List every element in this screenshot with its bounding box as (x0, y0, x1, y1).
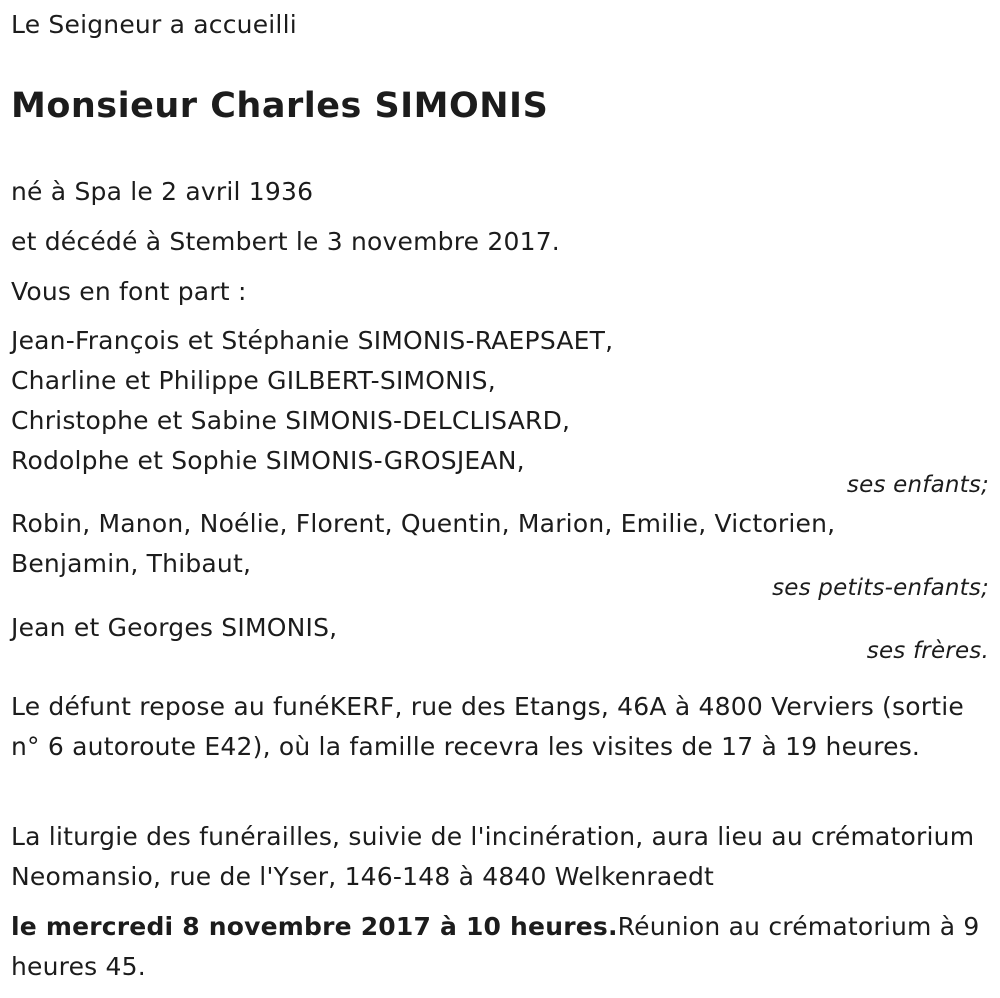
brothers-line: Jean et Georges SIMONIS, (11, 613, 338, 642)
meeting-text: Réunion au crématorium à 9 heures 45. (11, 912, 980, 981)
announcement-line: Vous en font part : (11, 277, 247, 306)
child-line: Christophe et Sabine SIMONIS-DELCLISARD, (11, 406, 571, 435)
grandchildren-role: ses petits-enfants; (772, 575, 989, 601)
child-line: Rodolphe et Sophie SIMONIS-GROSJEAN, (11, 446, 525, 475)
birth-line: né à Spa le 2 avril 1936 (11, 177, 314, 206)
intro-text: Le Seigneur a accueilli (11, 10, 297, 39)
deceased-name: Monsieur Charles SIMONIS (11, 86, 549, 126)
grandchildren-line: Robin, Manon, Noélie, Florent, Quentin, Marion, Emilie, Victorien, (11, 509, 836, 538)
ceremony-paragraph (11, 907, 989, 987)
children-role: ses enfants; (846, 472, 989, 498)
death-line: et décédé à Stembert le 3 novembre 2017. (11, 227, 560, 256)
brothers-role: ses frères. (866, 638, 989, 664)
child-line: Jean-François et Stéphanie SIMONIS-RAEPSAET, (11, 326, 614, 355)
rest-paragraph: Le défunt repose au funéKERF, rue des Etangs, 46A à 4800 Verviers (sortie n° 6 autoroute E42), où la famille recevra les visites de 17 à 19 heures. (11, 692, 964, 761)
child-line: Charline et Philippe GILBERT-SIMONIS, (11, 366, 496, 395)
liturgy-paragraph: La liturgie des funérailles, suivie de l'incinération, aura lieu au crématorium Neomansio, rue de l'Yser, 146-148 à 4840 Welkenraedt (11, 822, 975, 891)
grandchildren-line: Benjamin, Thibaut, (11, 549, 252, 578)
ceremony-date: le mercredi 8 novembre 2017 à 10 heures. (11, 912, 618, 941)
